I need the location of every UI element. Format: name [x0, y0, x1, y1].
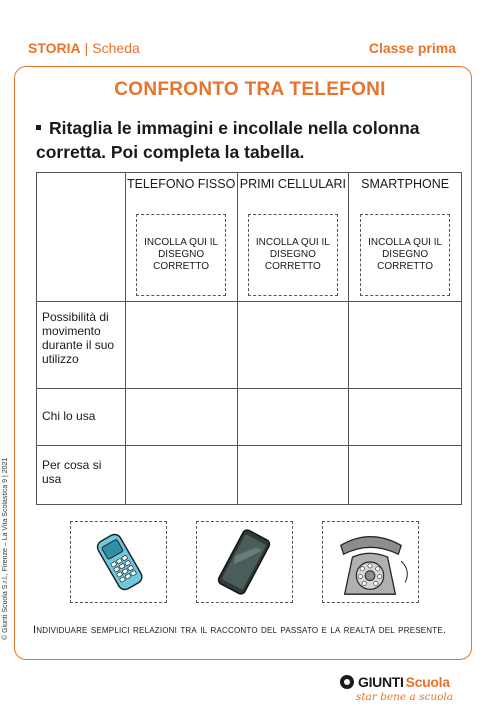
brand-tagline: star bene a scuola: [356, 691, 454, 703]
brand-name-b: Scuola: [405, 674, 450, 690]
answer-cell[interactable]: [237, 302, 349, 389]
instruction: [36, 116, 456, 164]
page-header: [28, 40, 456, 60]
paste-area[interactable]: [248, 214, 338, 296]
answer-cell[interactable]: [349, 446, 462, 505]
column-smartphone: [349, 173, 462, 302]
grade-label: Classe prima: [368, 40, 456, 56]
row-label: Chi lo usa: [42, 409, 96, 423]
section: Scheda: [92, 40, 140, 56]
cutout-landline-phone[interactable]: [322, 521, 419, 603]
cutout-smartphone[interactable]: [196, 521, 293, 603]
early-cellphone-icon: [71, 522, 166, 602]
brand-name-a: GIUNTI: [358, 674, 404, 690]
empty-corner-cell: [37, 173, 126, 302]
cutout-early-cellphone[interactable]: [70, 521, 167, 603]
paste-area[interactable]: [136, 214, 226, 296]
worksheet-title: CONFRONTO TRA TELEFONI: [114, 79, 386, 100]
bullet-icon: [36, 125, 41, 130]
answer-cell[interactable]: [349, 302, 462, 389]
column-header: TELEFONO FISSO: [126, 177, 236, 191]
row-label: Possibilità di movimento durante il suo utilizzo: [42, 310, 115, 366]
paste-area[interactable]: [360, 214, 450, 296]
answer-cell[interactable]: [237, 389, 349, 446]
table-header-row: [37, 173, 462, 302]
copyright-credit: © Giunti Scuola S.r.l., Firenze – La Vita Scolastica 9 | 2021: [2, 457, 9, 640]
subject-label: STORIA | Scheda: [28, 40, 140, 56]
table-row: [37, 302, 462, 389]
paste-label: INCOLLA QUI IL DISEGNO CORRETTO: [144, 237, 219, 272]
answer-cell[interactable]: [125, 389, 237, 446]
paste-label: INCOLLA QUI IL DISEGNO CORRETTO: [255, 237, 330, 272]
column-header: SMARTPHONE: [361, 177, 450, 191]
answer-cell[interactable]: [349, 389, 462, 446]
table-row: [37, 446, 462, 505]
answer-cell[interactable]: [125, 446, 237, 505]
row-label: Per cosa si usa: [42, 458, 102, 486]
learning-objective: Individuare semplici relazioni tra il racconto del passato e la realtà del presente.: [33, 624, 447, 636]
publisher-brand: [340, 674, 470, 714]
subject: STORIA: [28, 40, 81, 56]
column-first-cellphones: [237, 173, 349, 302]
answer-cell[interactable]: [237, 446, 349, 505]
column-header: PRIMI CELLULARI: [239, 177, 347, 191]
comparison-table: [36, 172, 462, 505]
column-landline: [125, 173, 237, 302]
logo-circle-icon: [340, 675, 354, 689]
smartphone-icon: [197, 522, 292, 602]
table-row: [37, 389, 462, 446]
instruction-text: Ritaglia le immagini e incollale nella colonna corretta. Poi completa la tabella.: [36, 118, 420, 162]
rotary-landline-icon: [323, 522, 418, 602]
paste-label: INCOLLA QUI IL DISEGNO CORRETTO: [368, 237, 443, 272]
answer-cell[interactable]: [125, 302, 237, 389]
giunti-logo: [340, 674, 470, 690]
cutout-images: [70, 521, 420, 603]
